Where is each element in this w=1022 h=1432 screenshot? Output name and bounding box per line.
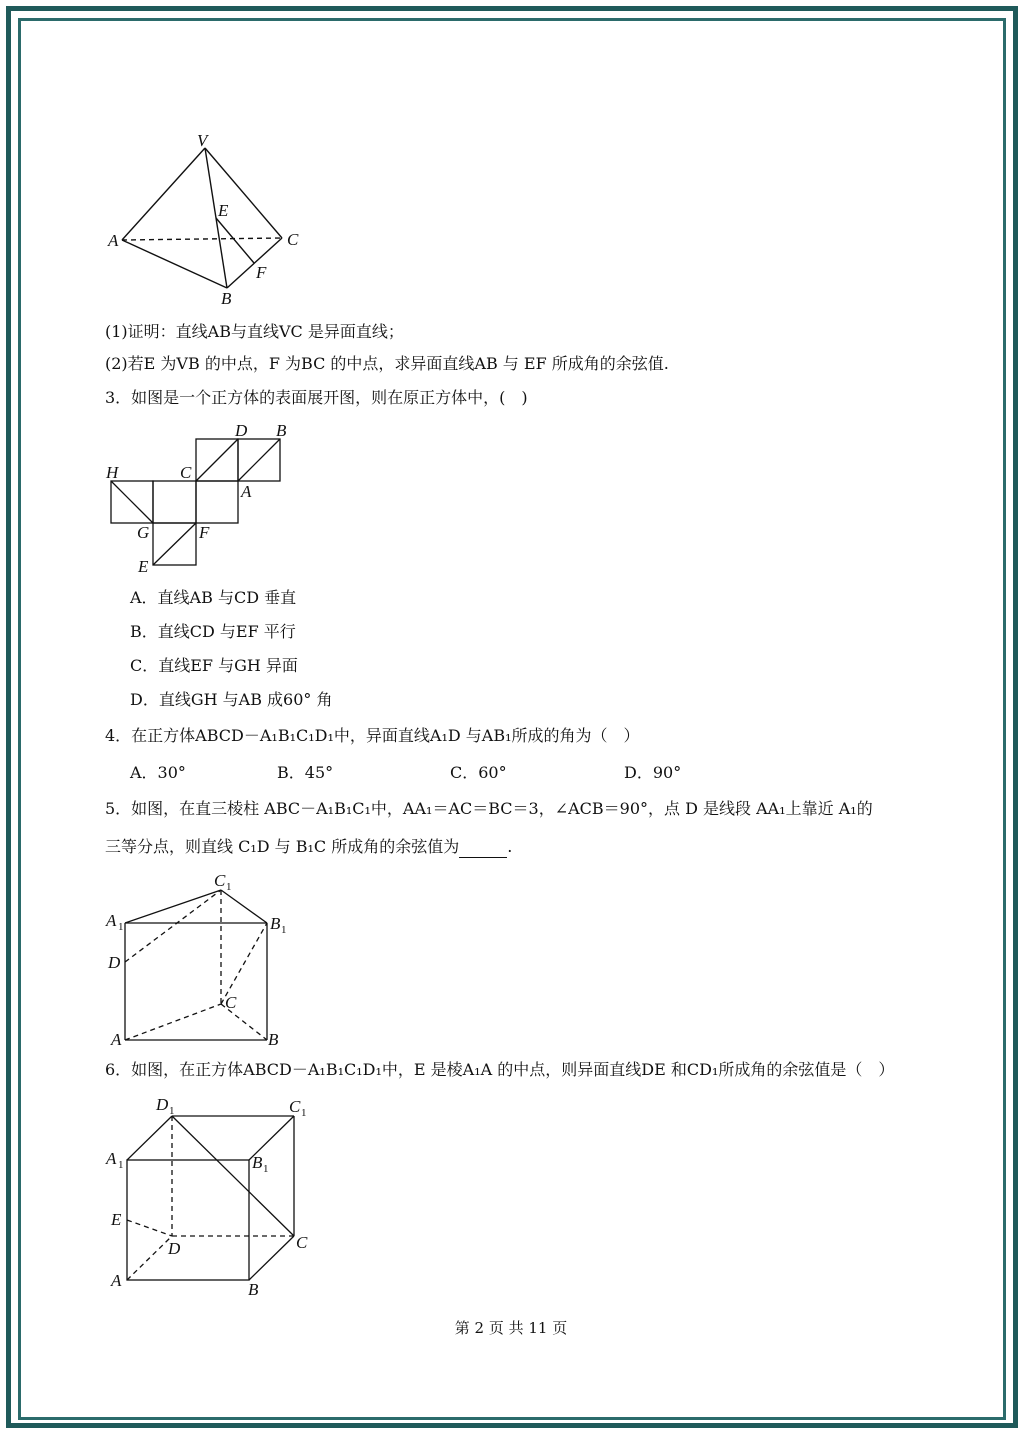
- label-B1-subscript: 1: [263, 1163, 269, 1175]
- label-F: F: [199, 523, 210, 542]
- label-A: A: [111, 1030, 122, 1049]
- label-C: C: [180, 463, 192, 482]
- label-D: D: [235, 421, 248, 440]
- label-C1: C: [289, 1097, 301, 1116]
- label-B: B: [248, 1280, 259, 1299]
- figure-cube: [100, 1090, 320, 1300]
- label-H: H: [106, 463, 119, 482]
- label-A: A: [108, 231, 119, 250]
- label-A: A: [111, 1271, 122, 1290]
- label-A1-subscript: 1: [118, 1159, 124, 1171]
- question-5-end: .: [507, 837, 513, 856]
- question-4-stem: 4．在正方体ABCD－A₁B₁C₁D₁中，异面直线A₁D 与AB₁所成的角为（ ）: [105, 726, 640, 745]
- label-D1: D: [156, 1095, 169, 1114]
- label-B: B: [268, 1030, 279, 1049]
- question-5-line-1: 5．如图，在直三棱柱 ABC－A₁B₁C₁中，AA₁＝AC＝BC＝3，∠ACB＝90°，点 D 是线段 AA₁上靠近 A₁的: [105, 799, 873, 818]
- label-A: A: [241, 482, 252, 501]
- label-C: C: [287, 230, 299, 249]
- question-2-part-2: (2)若E 为VB 的中点，F 为BC 的中点，求异面直线AB 与 EF 所成角的余弦值.: [105, 354, 669, 373]
- figure-triangular-prism: [100, 868, 300, 1048]
- label-B: B: [276, 421, 287, 440]
- label-D1-subscript: 1: [169, 1105, 175, 1117]
- question-5-line-2-text: 三等分点，则直线 C₁D 与 B₁C 所成角的余弦值为: [105, 837, 460, 856]
- label-E: E: [138, 557, 149, 576]
- label-D: D: [168, 1239, 181, 1258]
- label-A1-subscript: 1: [118, 921, 124, 933]
- question-3-option-a: A．直线AB 与CD 垂直: [130, 588, 297, 607]
- figure-tetrahedron: [100, 128, 320, 308]
- label-A1: A: [106, 1149, 117, 1168]
- label-C1-subscript: 1: [301, 1107, 307, 1119]
- label-F: F: [256, 263, 267, 282]
- question-3-stem: 3．如图是一个正方体的表面展开图，则在原正方体中，( ): [105, 388, 528, 407]
- question-4-option-c: C．60°: [450, 763, 507, 782]
- question-3-option-d: D．直线GH 与AB 成60° 角: [130, 690, 333, 709]
- label-B1: B: [270, 914, 281, 933]
- label-D: D: [108, 953, 121, 972]
- label-A1: A: [106, 911, 117, 930]
- label-E: E: [111, 1210, 122, 1229]
- question-5-line-2: [105, 836, 512, 858]
- figure-cube-net: [100, 420, 300, 580]
- label-C1: C: [214, 871, 226, 890]
- question-2-part-1: (1)证明：直线AB与直线VC 是异面直线；: [105, 322, 404, 341]
- question-4-option-d: D．90°: [624, 763, 682, 782]
- label-B: B: [221, 289, 232, 308]
- question-4-option-a: A．30°: [130, 763, 186, 782]
- question-3-option-c: C．直线EF 与GH 异面: [130, 656, 298, 675]
- label-C1-subscript: 1: [226, 881, 232, 893]
- label-G: G: [137, 523, 150, 542]
- page-footer: 第 2 页 共 11 页: [454, 1319, 568, 1337]
- question-6-stem: 6．如图，在正方体ABCD－A₁B₁C₁D₁中，E 是棱A₁A 的中点，则异面直线DE 和CD₁所成角的余弦值是（ ）: [105, 1060, 895, 1079]
- answer-blank[interactable]: [459, 841, 507, 858]
- label-C: C: [225, 993, 237, 1012]
- label-V: V: [197, 131, 208, 150]
- label-B1-subscript: 1: [281, 924, 287, 936]
- question-4-option-b: B．45°: [277, 763, 334, 782]
- label-B1: B: [252, 1153, 263, 1172]
- label-C: C: [296, 1233, 308, 1252]
- question-3-option-b: B．直线CD 与EF 平行: [130, 622, 296, 641]
- label-E: E: [218, 201, 229, 220]
